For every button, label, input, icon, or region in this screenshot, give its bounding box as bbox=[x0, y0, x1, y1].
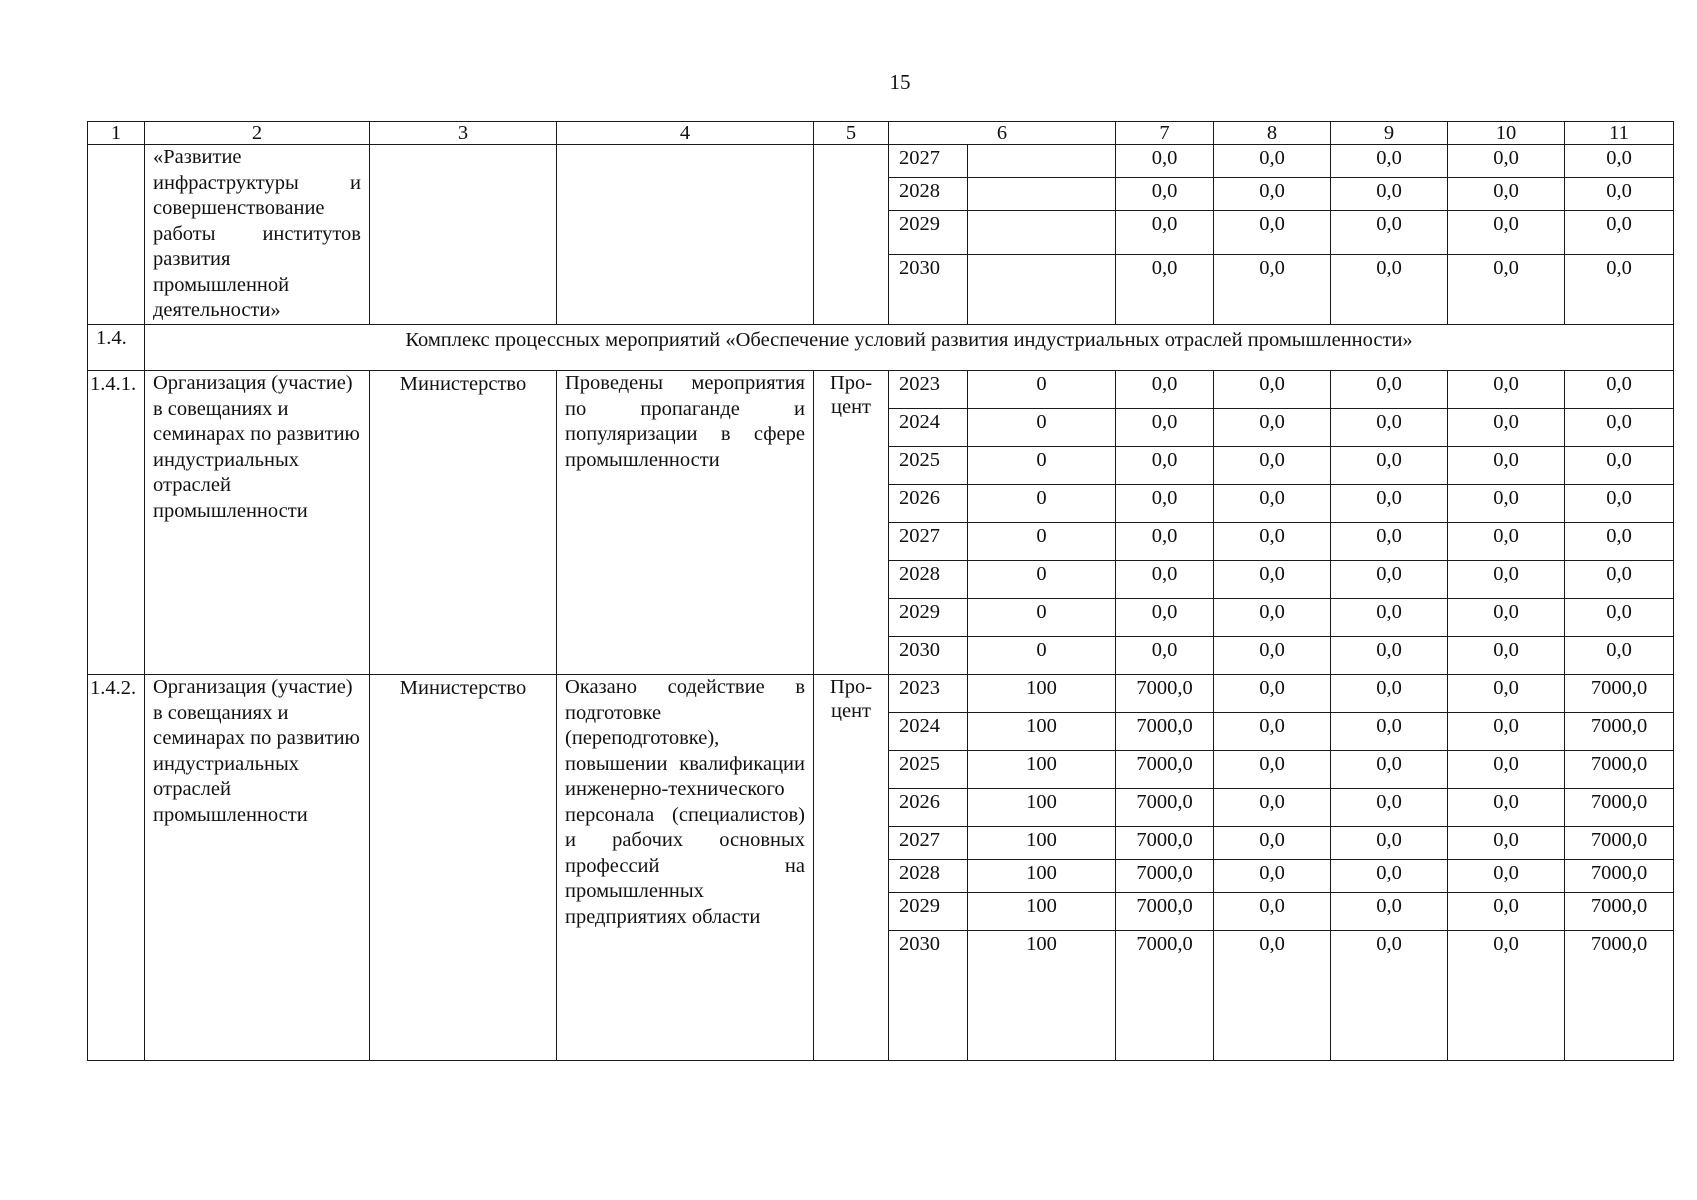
value-cell: 0,0 bbox=[1331, 637, 1448, 675]
value-cell: 0,0 bbox=[1331, 893, 1448, 931]
year-cell: 2026 bbox=[889, 789, 968, 827]
value-cell: 0 bbox=[968, 561, 1116, 599]
value-cell: 0,0 bbox=[1214, 409, 1331, 447]
value-cell: 0,0 bbox=[1448, 860, 1565, 893]
item-name: Организация (участие) в совещаниях и семинарах по развитию индустриальных отраслей промышленности bbox=[145, 371, 370, 675]
year-cell: 2025 bbox=[889, 447, 968, 485]
value-cell: 0,0 bbox=[1448, 599, 1565, 637]
year-cell: 2024 bbox=[889, 409, 968, 447]
item-number-cell bbox=[88, 145, 145, 325]
value-cell: 0,0 bbox=[1116, 178, 1214, 211]
result-cell bbox=[557, 145, 814, 325]
value-cell: 0,0 bbox=[1116, 145, 1214, 178]
value-cell: 0,0 bbox=[1214, 637, 1331, 675]
value-cell: 0,0 bbox=[1331, 211, 1448, 255]
value-cell: 0,0 bbox=[1214, 485, 1331, 523]
item-name: «Развитие инфраструктуры и совершенствование работы институтов развития промышленной деятельности» bbox=[145, 145, 370, 325]
value-cell: 0,0 bbox=[1214, 211, 1331, 255]
value-cell: 0,0 bbox=[1116, 371, 1214, 409]
value-cell: 0 bbox=[968, 447, 1116, 485]
value-cell: 0,0 bbox=[1565, 485, 1674, 523]
value-cell: 0 bbox=[968, 523, 1116, 561]
value-cell: 0 bbox=[968, 637, 1116, 675]
column-header: 7 bbox=[1116, 122, 1214, 145]
section-row bbox=[88, 325, 1674, 371]
result-text: Оказано содействие в подготовке (переподготовке), повышении квалификации инженерно-технического персонала (специалистов) и рабочих основных профессий на промышленных предприятиях области bbox=[557, 675, 814, 1061]
value-cell: 100 bbox=[968, 827, 1116, 860]
value-cell: 100 bbox=[968, 860, 1116, 893]
value-cell: 100 bbox=[968, 713, 1116, 751]
value-cell: 100 bbox=[968, 675, 1116, 713]
year-cell: 2028 bbox=[889, 561, 968, 599]
value-cell: 0,0 bbox=[1565, 255, 1674, 325]
value-cell: 0,0 bbox=[1448, 211, 1565, 255]
value-cell bbox=[968, 255, 1116, 325]
year-cell: 2023 bbox=[889, 371, 968, 409]
value-cell: 7000,0 bbox=[1116, 860, 1214, 893]
item-number: 1.4.1. bbox=[88, 371, 145, 675]
value-cell: 0,0 bbox=[1331, 789, 1448, 827]
value-cell: 0,0 bbox=[1214, 178, 1331, 211]
column-header: 4 bbox=[557, 122, 814, 145]
value-cell: 0,0 bbox=[1214, 145, 1331, 178]
year-cell: 2027 bbox=[889, 827, 968, 860]
value-cell: 0,0 bbox=[1214, 255, 1331, 325]
column-header: 10 bbox=[1448, 122, 1565, 145]
value-cell: 0,0 bbox=[1565, 371, 1674, 409]
table-row bbox=[88, 371, 1674, 409]
value-cell: 0,0 bbox=[1565, 447, 1674, 485]
value-cell: 0,0 bbox=[1331, 255, 1448, 325]
column-header: 6 bbox=[889, 122, 1116, 145]
table-row bbox=[88, 145, 1674, 178]
value-cell: 0,0 bbox=[1448, 713, 1565, 751]
value-cell: 100 bbox=[968, 751, 1116, 789]
value-cell: 7000,0 bbox=[1116, 789, 1214, 827]
value-cell: 0,0 bbox=[1448, 447, 1565, 485]
value-cell: 0,0 bbox=[1331, 713, 1448, 751]
value-cell: 0,0 bbox=[1331, 371, 1448, 409]
value-cell: 0,0 bbox=[1331, 860, 1448, 893]
value-cell: 7000,0 bbox=[1565, 751, 1674, 789]
value-cell: 7000,0 bbox=[1565, 789, 1674, 827]
value-cell: 7000,0 bbox=[1565, 713, 1674, 751]
value-cell: 0,0 bbox=[1448, 751, 1565, 789]
value-cell bbox=[968, 145, 1116, 178]
value-cell: 0,0 bbox=[1116, 561, 1214, 599]
value-cell: 0,0 bbox=[1116, 599, 1214, 637]
value-cell: 0,0 bbox=[1331, 523, 1448, 561]
value-cell: 0,0 bbox=[1448, 931, 1565, 1061]
year-cell: 2023 bbox=[889, 675, 968, 713]
column-header: 5 bbox=[814, 122, 889, 145]
value-cell: 7000,0 bbox=[1116, 827, 1214, 860]
value-cell: 0,0 bbox=[1214, 860, 1331, 893]
value-cell: 7000,0 bbox=[1116, 751, 1214, 789]
value-cell: 0,0 bbox=[1116, 211, 1214, 255]
value-cell: 0,0 bbox=[1448, 145, 1565, 178]
column-header: 2 bbox=[145, 122, 370, 145]
column-header: 3 bbox=[370, 122, 557, 145]
item-number: 1.4.2. bbox=[88, 675, 145, 1061]
value-cell: 0,0 bbox=[1116, 255, 1214, 325]
value-cell: 0,0 bbox=[1214, 561, 1331, 599]
value-cell: 0,0 bbox=[1448, 789, 1565, 827]
value-cell: 0,0 bbox=[1565, 561, 1674, 599]
value-cell: 0,0 bbox=[1214, 447, 1331, 485]
value-cell: 0,0 bbox=[1214, 713, 1331, 751]
value-cell: 0,0 bbox=[1214, 893, 1331, 931]
value-cell: 0,0 bbox=[1214, 371, 1331, 409]
value-cell: 100 bbox=[968, 931, 1116, 1061]
column-header: 1 bbox=[88, 122, 145, 145]
year-cell: 2030 bbox=[889, 931, 968, 1061]
item-name: Организация (участие) в совещаниях и семинарах по развитию индустриальных отраслей промышленности bbox=[145, 675, 370, 1061]
value-cell: 7000,0 bbox=[1116, 893, 1214, 931]
value-cell: 0,0 bbox=[1331, 675, 1448, 713]
year-cell: 2026 bbox=[889, 485, 968, 523]
value-cell: 0,0 bbox=[1448, 675, 1565, 713]
year-cell: 2030 bbox=[889, 637, 968, 675]
value-cell: 0,0 bbox=[1448, 893, 1565, 931]
executor: Министерство bbox=[370, 371, 557, 675]
value-cell: 7000,0 bbox=[1116, 931, 1214, 1061]
value-cell: 0,0 bbox=[1565, 409, 1674, 447]
value-cell: 0,0 bbox=[1565, 523, 1674, 561]
year-cell: 2030 bbox=[889, 255, 968, 325]
value-cell: 0,0 bbox=[1331, 827, 1448, 860]
value-cell: 0,0 bbox=[1116, 409, 1214, 447]
column-number-row bbox=[88, 122, 1674, 145]
value-cell: 0,0 bbox=[1331, 599, 1448, 637]
value-cell: 0,0 bbox=[1214, 675, 1331, 713]
value-cell: 7000,0 bbox=[1565, 931, 1674, 1061]
value-cell: 0,0 bbox=[1116, 637, 1214, 675]
value-cell: 0,0 bbox=[1116, 523, 1214, 561]
value-cell: 0,0 bbox=[1565, 145, 1674, 178]
value-cell: 7000,0 bbox=[1116, 675, 1214, 713]
value-cell: 100 bbox=[968, 893, 1116, 931]
value-cell: 7000,0 bbox=[1116, 713, 1214, 751]
value-cell: 0 bbox=[968, 485, 1116, 523]
year-cell: 2027 bbox=[889, 145, 968, 178]
value-cell bbox=[968, 178, 1116, 211]
value-cell: 0,0 bbox=[1331, 751, 1448, 789]
unit: Про-цент bbox=[814, 371, 889, 675]
value-cell: 0 bbox=[968, 371, 1116, 409]
value-cell: 0,0 bbox=[1214, 751, 1331, 789]
year-cell: 2029 bbox=[889, 599, 968, 637]
value-cell: 0,0 bbox=[1448, 409, 1565, 447]
value-cell: 0,0 bbox=[1214, 599, 1331, 637]
value-cell: 0,0 bbox=[1448, 255, 1565, 325]
value-cell: 0,0 bbox=[1565, 637, 1674, 675]
year-cell: 2027 bbox=[889, 523, 968, 561]
year-cell: 2028 bbox=[889, 860, 968, 893]
value-cell: 0 bbox=[968, 409, 1116, 447]
column-header: 9 bbox=[1331, 122, 1448, 145]
page-number: 15 bbox=[889, 70, 911, 94]
value-cell: 0,0 bbox=[1331, 561, 1448, 599]
value-cell: 0,0 bbox=[1448, 561, 1565, 599]
value-cell: 0,0 bbox=[1331, 409, 1448, 447]
executor: Министерство bbox=[370, 675, 557, 1061]
value-cell: 100 bbox=[968, 789, 1116, 827]
column-header: 8 bbox=[1214, 122, 1331, 145]
value-cell: 0,0 bbox=[1448, 178, 1565, 211]
value-cell: 7000,0 bbox=[1565, 675, 1674, 713]
year-cell: 2025 bbox=[889, 751, 968, 789]
value-cell: 0,0 bbox=[1565, 599, 1674, 637]
unit-cell bbox=[814, 145, 889, 325]
section-title: Комплекс процессных мероприятий «Обеспечение условий развития индустриальных отраслей промышленности» bbox=[145, 325, 1674, 371]
value-cell: 0,0 bbox=[1448, 637, 1565, 675]
table-row bbox=[88, 675, 1674, 713]
result-text: Проведены мероприятия по пропаганде и популяризации в сфере промышленности bbox=[557, 371, 814, 675]
value-cell: 0 bbox=[968, 599, 1116, 637]
program-table bbox=[87, 121, 1674, 1061]
value-cell: 7000,0 bbox=[1565, 827, 1674, 860]
value-cell: 0,0 bbox=[1331, 485, 1448, 523]
year-cell: 2029 bbox=[889, 211, 968, 255]
value-cell: 0,0 bbox=[1214, 789, 1331, 827]
value-cell: 0,0 bbox=[1331, 447, 1448, 485]
value-cell: 0,0 bbox=[1565, 211, 1674, 255]
value-cell bbox=[968, 211, 1116, 255]
value-cell: 0,0 bbox=[1214, 931, 1331, 1061]
executor-cell bbox=[370, 145, 557, 325]
value-cell: 0,0 bbox=[1331, 178, 1448, 211]
section-number: 1.4. bbox=[88, 325, 145, 371]
value-cell: 0,0 bbox=[1448, 523, 1565, 561]
year-cell: 2024 bbox=[889, 713, 968, 751]
year-cell: 2028 bbox=[889, 178, 968, 211]
value-cell: 7000,0 bbox=[1565, 860, 1674, 893]
value-cell: 0,0 bbox=[1448, 827, 1565, 860]
value-cell: 0,0 bbox=[1116, 447, 1214, 485]
column-header: 11 bbox=[1565, 122, 1674, 145]
year-cell: 2029 bbox=[889, 893, 968, 931]
value-cell: 0,0 bbox=[1448, 485, 1565, 523]
value-cell: 0,0 bbox=[1331, 931, 1448, 1061]
value-cell: 0,0 bbox=[1331, 145, 1448, 178]
unit: Про-цент bbox=[814, 675, 889, 1061]
value-cell: 0,0 bbox=[1116, 485, 1214, 523]
value-cell: 0,0 bbox=[1448, 371, 1565, 409]
value-cell: 0,0 bbox=[1214, 523, 1331, 561]
value-cell: 0,0 bbox=[1214, 827, 1331, 860]
value-cell: 0,0 bbox=[1565, 178, 1674, 211]
value-cell: 7000,0 bbox=[1565, 893, 1674, 931]
